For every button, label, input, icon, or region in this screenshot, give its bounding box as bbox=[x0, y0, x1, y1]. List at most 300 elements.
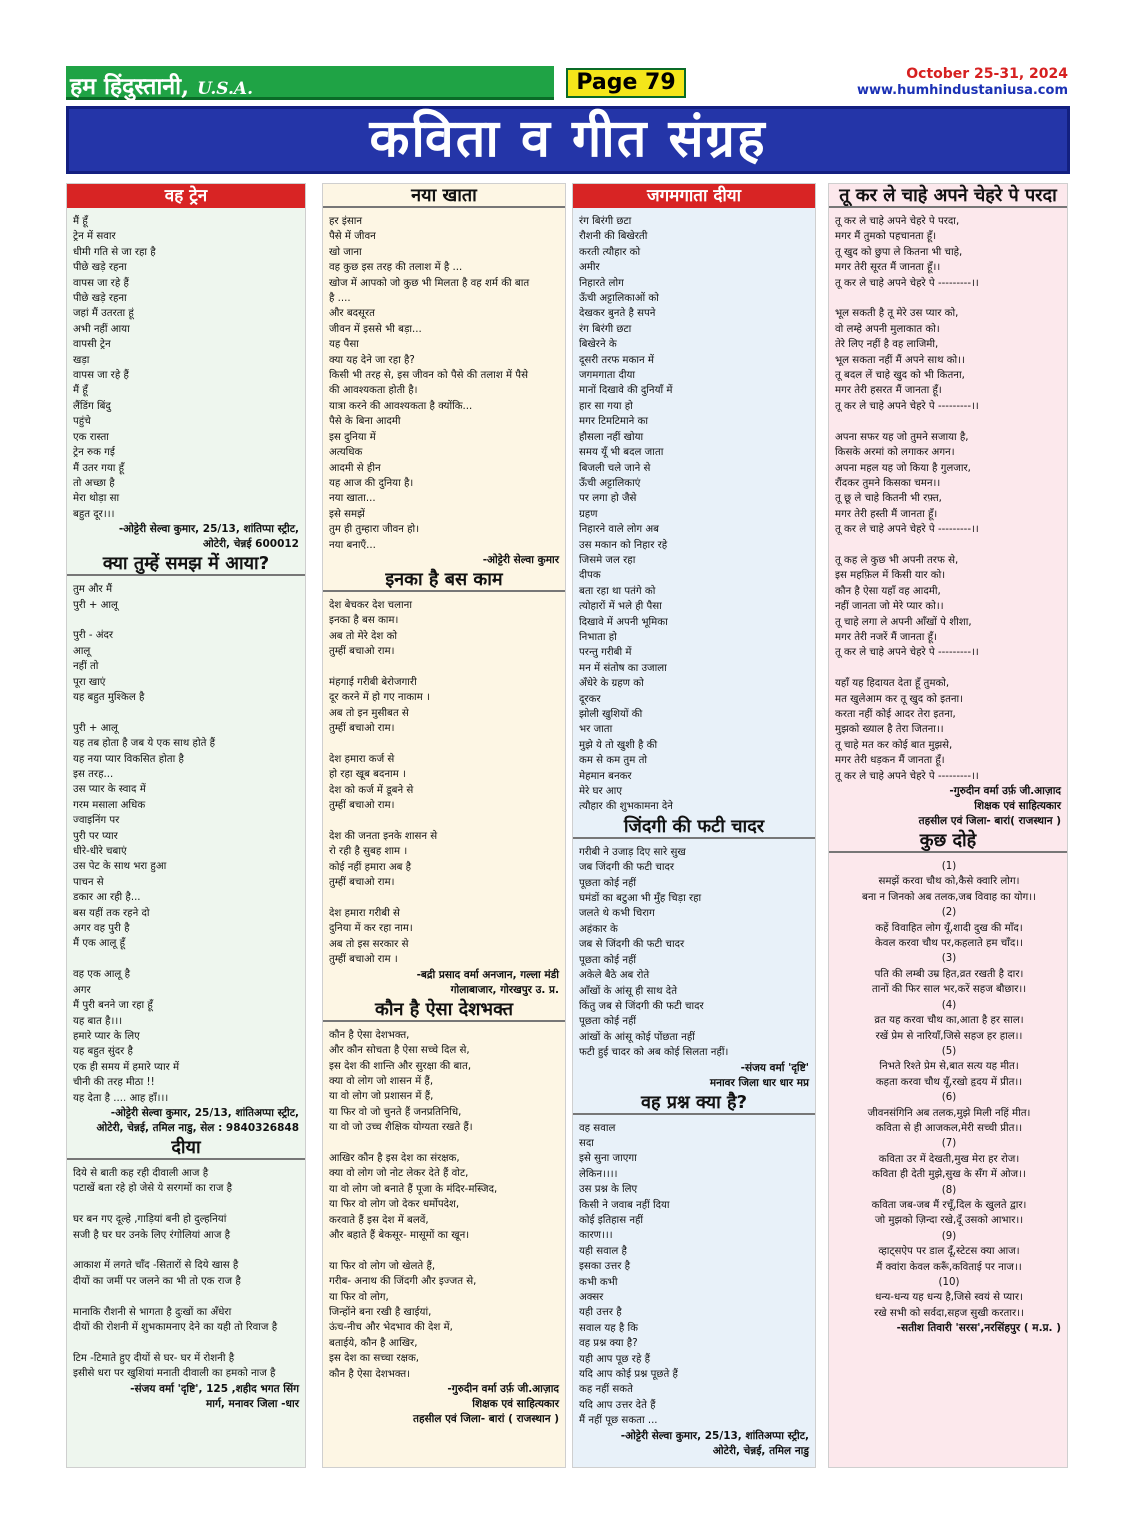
poem-line: कौन है ऐसा देशभक्त, bbox=[329, 1029, 410, 1041]
poem-line: रंग बिरंगी छटा bbox=[579, 216, 632, 227]
poem-line: जीवनसंगिनि अब तलक,मुझे मिली नहिं मीत। bbox=[867, 1107, 1031, 1119]
poem-line: किसी ने जवाब नहीं दिया bbox=[579, 1199, 670, 1211]
poem-c2-s1 bbox=[323, 184, 565, 568]
poem-line: की आवश्यकता होती है। bbox=[329, 385, 418, 397]
poem-line: अपना महल यह जो किया है गुलजार, bbox=[835, 462, 971, 474]
poem-line: किसके अरमां को लगाकर अगन। bbox=[835, 447, 955, 459]
poem-author: शिक्षक एवं साहित्यकार bbox=[974, 800, 1061, 813]
poem-line: जगमगाता दीया bbox=[579, 370, 636, 382]
poem-line: यदि आप उत्तर देते हैं bbox=[579, 1399, 656, 1411]
poem-line: वह सवाल bbox=[579, 1122, 616, 1134]
poem-line: मगर तेरी धड़कन मैं जानता हूँ। bbox=[835, 755, 945, 767]
poem-line: यही सवाल है bbox=[579, 1245, 627, 1257]
poem-line bbox=[73, 613, 301, 628]
poem-line: रंग बिरंगी छटा bbox=[579, 323, 632, 335]
poem-line: पुरी - अंदर bbox=[73, 630, 114, 642]
poem-line: इसका उत्तर है bbox=[579, 1261, 631, 1273]
poem-line: टिम -टिमाते हुए दीयों से घर- घर में रोशनी है bbox=[73, 1352, 235, 1364]
poem-line: रो रही है सुबह शाम । bbox=[329, 846, 408, 858]
poem-c2-s3 bbox=[323, 998, 565, 1427]
poem-line: अहंकार के bbox=[579, 923, 618, 935]
poem-author: तहसील एवं जिला- बारां( राजस्थान ) bbox=[918, 815, 1061, 828]
poem-line: पाचन से bbox=[73, 876, 104, 888]
poem-line: सजी है घर घर उनके लिए रंगोलियां आज है bbox=[73, 1229, 231, 1241]
poem-line: (9) bbox=[941, 1230, 957, 1242]
poem-body bbox=[67, 1166, 305, 1382]
poem-line: जिन्होंने बना रखी है खाईयां, bbox=[329, 1307, 432, 1318]
poem-line: (10) bbox=[938, 1277, 960, 1288]
poem-line: पुरी + आलू bbox=[73, 599, 118, 611]
poem-line: निभते रिश्ते प्रेम से,बात सत्य यह मीत। bbox=[879, 1061, 1019, 1073]
poem-line: किंतु जब से जिंदगी की फटी चादर bbox=[579, 1000, 704, 1012]
poem-line bbox=[835, 414, 1063, 429]
poem-line: अकेले बैठे अब रोते bbox=[579, 970, 650, 982]
poem-line: मगर तेरी हसरत मैं जानता हूँ। bbox=[835, 385, 942, 397]
poem-line: पूछता कोई नहीं bbox=[579, 1016, 637, 1028]
poem-line: वह कुछ इस तरह की तलाश में है ... bbox=[329, 262, 463, 274]
poem-line bbox=[835, 291, 1063, 306]
poem-line: आंखों के आंसू कोई पोंछता नहीं bbox=[579, 1031, 695, 1043]
poem-line: कविता ही देती मुझे,सुख के सँग में ओज।। bbox=[872, 1169, 1026, 1181]
poem-line: पूछता कोई नहीं bbox=[579, 877, 637, 889]
poem-line bbox=[329, 660, 561, 675]
poem-line: तू कर ले चाहे अपने चेहरे पे ---------।। bbox=[835, 400, 979, 412]
poem-line bbox=[73, 1243, 301, 1258]
poem-line: तू कर ले चाहे अपने चेहरे पे ---------।। bbox=[835, 647, 979, 659]
poem-line: खड़ा bbox=[73, 354, 90, 366]
poem-line: वह प्रश्न क्या है? bbox=[579, 1338, 638, 1350]
poem-line: देखकर बुनते है सपने bbox=[579, 308, 656, 320]
poem-line: नया खाता... bbox=[329, 493, 376, 505]
poem-line: कम से कम तुम तो bbox=[579, 755, 648, 767]
poem-line: रौंदकर तुमने किसका चमन।। bbox=[835, 477, 941, 489]
poem-line: मेहमान बनकर bbox=[579, 770, 632, 782]
poem-author: -ओट्टेरी सेल्वा कुमार bbox=[482, 553, 559, 566]
poem-body bbox=[573, 214, 815, 815]
poem-line: धन्य-धन्य यह धन्य है,जिसे स्वयं से प्यार। bbox=[875, 1292, 1023, 1304]
issue-date: October 25-31, 2024 bbox=[906, 66, 1068, 82]
website-link[interactable]: www.humhindustaniusa.com bbox=[856, 83, 1068, 98]
poem-line: कविता उर में देखती,मुख मेरा हर रोज। bbox=[878, 1153, 1020, 1165]
poem-line: पूछता कोई नहीं bbox=[579, 954, 637, 966]
poem-line bbox=[73, 705, 301, 720]
poem-line: वापस जा रहे हैं bbox=[73, 277, 129, 289]
poem-line: क्या वो लोग जो शासन में हैं, bbox=[329, 1075, 434, 1087]
poem-body bbox=[573, 1121, 815, 1429]
poem-line: मन में संतोष का उजाला bbox=[579, 662, 667, 674]
poem-line bbox=[835, 661, 1063, 676]
poem-line: (8) bbox=[941, 1184, 957, 1196]
poem-body bbox=[67, 582, 305, 1106]
poem-line: जिसमे जल रहा bbox=[579, 554, 636, 566]
poem-author: -गुरुदीन वर्मा उर्फ़ जी.आज़ाद bbox=[447, 1383, 559, 1396]
poem-line bbox=[73, 1335, 301, 1350]
poem-line: तू कर ले चाहे अपने चेहरे पे ---------।। bbox=[835, 524, 979, 536]
poem-line: एक ही समय में हमारे प्यार में bbox=[73, 1061, 180, 1073]
poem-line: यह बहुत मुश्किल है bbox=[73, 691, 145, 703]
poem-author: -संजय वर्मा 'दृष्टि', 125 ,शहीद भगत सिंग bbox=[130, 1382, 299, 1395]
poem-c4-s1 bbox=[829, 184, 1067, 829]
poem-line: दिये से बाती कह रही दीवाली आज है bbox=[73, 1167, 209, 1179]
poem-line: घर बन गए दूल्हे ,गाड़ियां बनी हो दुल्हनियां bbox=[73, 1214, 227, 1226]
poem-line: व्हाट्सऐप पर डाल दूँ,स्टेटस क्या आज। bbox=[878, 1246, 1020, 1258]
poem-line: पुरी + आलू bbox=[73, 722, 118, 734]
poem-line: तू कर ले चाहे अपने चेहरे पे ---------।। bbox=[835, 770, 979, 782]
poem-line: या फिर वो लोग, bbox=[329, 1291, 389, 1303]
poem-line: लैंडिंग बिंदु bbox=[73, 400, 111, 412]
poem-line: रखे सभी को सर्वदा,सहज सुखी करतार।। bbox=[874, 1307, 1024, 1319]
poem-line: बताईये, कौन है आखिर, bbox=[329, 1337, 418, 1349]
poem-author: ओटेरी, चेन्नई, तमिल नाडु bbox=[712, 1444, 809, 1457]
poem-line: कोई इतिहास नहीं bbox=[579, 1214, 644, 1226]
poem-line: जीवन में इससे भी बड़ा... bbox=[329, 323, 422, 335]
poem-line: देश की जनता इनके शासन से bbox=[329, 831, 438, 843]
poem-author: -संजय वर्मा 'दृष्टि' bbox=[740, 1061, 809, 1074]
poem-line: आखिर कौन है इस देश का संरक्षक, bbox=[329, 1152, 460, 1164]
poem-line: मगर मैं तुमको पहचानता हूँ। bbox=[835, 231, 937, 243]
poem-line: वापसी ट्रेन bbox=[73, 339, 111, 351]
poem-line: है .... bbox=[329, 293, 351, 305]
poem-line: देश हमारा कर्ज से bbox=[329, 754, 395, 765]
poem-line: निभाता हो bbox=[579, 631, 617, 643]
poem-line: या वो जो उच्च शैक्षिक योग्यता रखते हैं। bbox=[329, 1122, 473, 1134]
poem-line: तू बदल लें चाहे खुद को भी कितना, bbox=[835, 370, 965, 382]
poem-line: दीयों की रोशनी में शुभकामनाए देने का यही तो रिवाज है bbox=[73, 1322, 278, 1333]
poem-body bbox=[829, 214, 1067, 784]
poem-line: झोली खुशियों की bbox=[579, 709, 643, 720]
poem-line: तो अच्छा है bbox=[73, 477, 115, 489]
poem-line: हौसला नहीं खोया bbox=[579, 431, 644, 443]
poem-line: गरीब- अनाथ की जिंदगी और इज्जत से, bbox=[329, 1276, 477, 1288]
poem-line: अमीर bbox=[579, 262, 600, 274]
poem-line: तुम ही तुम्हारा जीवन हो। bbox=[329, 524, 420, 536]
poem-title: क्या तुम्हें समझ में आया? bbox=[67, 552, 305, 576]
poem-line: नहीं तो bbox=[73, 661, 99, 673]
poem-line: त्योहारों में भले ही पैसा bbox=[579, 601, 662, 613]
poem-line: उस प्रश्न के लिए bbox=[579, 1184, 638, 1196]
poem-line: पीछे खड़े रहना bbox=[73, 262, 127, 274]
poem-line: नहीं जानता जो मेरे प्यार को।। bbox=[835, 601, 944, 613]
column-1 bbox=[66, 183, 306, 1468]
poem-line: नया बनाएँ... bbox=[329, 539, 376, 551]
poem-line: ट्रेन में सवार bbox=[73, 231, 116, 243]
poem-line: कोई नहीं हमारा अब है bbox=[329, 861, 412, 873]
poem-line: तुम्हीं बचाओ राम। bbox=[329, 877, 395, 889]
poem-line: कभी कभी bbox=[579, 1276, 618, 1288]
poem-line: जहां मैं उतरता हूं bbox=[73, 308, 134, 320]
poem-line: कहें विवाहित लोग यूँ,शादी दुख की माँद। bbox=[875, 922, 1023, 934]
poem-line: मैं उतर गया हूँ bbox=[73, 462, 125, 474]
poem-author: ओटेरी, चेन्नई, तमिल नाडु, सेल : 9840326848 bbox=[96, 1121, 299, 1134]
poem-line: ऊंच-नीच और भेदभाव की देश में, bbox=[329, 1322, 453, 1334]
poem-line: पटाखें बता रहे हो जेसे ये सरगमों का राज है bbox=[73, 1183, 233, 1195]
poem-line: या वो लोग जो बनाते हैं पूजा के मंदिर-मस्जिद, bbox=[329, 1183, 498, 1195]
poem-line: कह नहीं सकते bbox=[579, 1384, 633, 1396]
poem-line: अब तो इन मुसीबत से bbox=[329, 707, 409, 719]
poem-line: यह देता है .... आह हाँ।।। bbox=[73, 1092, 169, 1104]
poem-line: डकार आ रही है... bbox=[73, 892, 141, 904]
poem-line: निहारने वाले लोग अब bbox=[579, 524, 659, 536]
column-3 bbox=[572, 183, 816, 1468]
poem-c1-s1 bbox=[67, 184, 305, 552]
poem-line: दूसरी तरफ मकान में bbox=[579, 354, 654, 366]
poem-line: परन्तु गरीबी में bbox=[579, 647, 632, 659]
poem-line: ट्रेन रुक गई bbox=[73, 447, 115, 459]
poem-line: और कौन सोचता है ऐसा सच्चे दिल से, bbox=[329, 1045, 470, 1057]
poem-line: तुम और मैं bbox=[73, 584, 113, 596]
poem-line: देश को कर्ज में डूबने से bbox=[329, 784, 414, 796]
brand-name: हम हिंदुस्तानी, bbox=[70, 73, 190, 100]
poem-title: नया खाता bbox=[323, 184, 565, 208]
poem-title: इनका है बस काम bbox=[323, 568, 565, 592]
poem-line: अभी नहीं आया bbox=[73, 323, 130, 335]
poem-line: लेकिन।।।। bbox=[579, 1168, 618, 1180]
poem-author: मनावर जिला धार धार मप्र bbox=[709, 1076, 809, 1089]
poem-line: धीमी गति से जा रहा है bbox=[73, 246, 156, 258]
poem-line: तू छू ले चाहे कितनी भी रफ़्त, bbox=[835, 493, 942, 505]
poem-line: अँधेरे के ग्रहण को bbox=[579, 678, 644, 690]
poem-line: उस मकान को निहार रहे bbox=[579, 539, 668, 551]
poem-line: हमारे प्यार के लिए bbox=[73, 1030, 140, 1042]
poem-line: हो रहा खूब बदनाम । bbox=[329, 769, 406, 781]
poem-line: यह तब होता है जब ये एक साथ होते हैं bbox=[73, 738, 216, 750]
poem-line: पैसे के बिना आदमी bbox=[329, 416, 401, 428]
poem-line: यहाँ यह हिदायत देता हूँ तुमको, bbox=[835, 678, 950, 690]
poem-line: सदा bbox=[579, 1137, 594, 1149]
poem-line: इस दुनिया में bbox=[329, 431, 376, 443]
poem-line: खोज में आपको जो कुछ भी मिलता है वह शर्म की बात bbox=[329, 277, 530, 289]
masthead-brand-bar bbox=[66, 66, 554, 100]
poem-line: यह नया प्यार विकसित होता है bbox=[73, 753, 184, 765]
poem-line bbox=[73, 952, 301, 967]
poem-line: त्यौहार की शुभकामना देने bbox=[579, 801, 673, 813]
poem-line: समझें करवा चौथ को,कैसे क्वारि लोग। bbox=[878, 876, 1020, 888]
poem-line: यही आप पूछ रहे हैं bbox=[579, 1353, 651, 1365]
poem-title: जिंदगी की फटी चादर bbox=[573, 815, 815, 839]
poem-line: समय यूँ भी बदल जाता bbox=[579, 447, 664, 459]
poem-line: अपना सफर यह जो तुमने सजाया है, bbox=[835, 431, 969, 443]
section-banner: कविता व गीत संग्रह bbox=[66, 106, 1070, 174]
poem-author: -सतीश तिवारी 'सरस',नरसिंहपुर ( म.प्र. ) bbox=[896, 1322, 1061, 1335]
poem-line: मेरे घर आए bbox=[579, 786, 622, 798]
poem-line: तू कह ले कुछ भी अपनी तरफ से, bbox=[835, 554, 959, 566]
poem-line: (4) bbox=[941, 999, 957, 1011]
poem-line: आलू bbox=[73, 645, 91, 657]
poem-line: निहारते लोग bbox=[579, 277, 624, 289]
poem-line bbox=[329, 1243, 561, 1258]
poem-line: जो मुझको ज़िन्दा रखे,दूँ उसको आभार।। bbox=[874, 1215, 1024, 1227]
poem-line: ग्रहण bbox=[579, 508, 598, 520]
poem-line: (6) bbox=[941, 1092, 957, 1104]
poem-line: आँखों के आंसू ही साथ देते bbox=[579, 985, 677, 997]
poem-line bbox=[329, 891, 561, 906]
poem-line: मगर तेरी नजरें मैं जानता हूँ। bbox=[835, 631, 937, 643]
poem-line: करती त्यौहार को bbox=[579, 246, 641, 258]
poem-c2-s2 bbox=[323, 568, 565, 998]
poem-line: मेरा थोड़ा सा bbox=[73, 493, 120, 505]
poem-author: मार्ग, मनावर जिला -धार bbox=[205, 1397, 299, 1410]
poem-line: करवाते हैं इस देश में बलवें, bbox=[329, 1214, 429, 1226]
poem-line: दूर करने में हो गए नाकाम । bbox=[329, 692, 430, 704]
poem-line: मंहगाई गरीबी बेरोजगारी bbox=[329, 676, 417, 688]
poem-line: अक्सर bbox=[579, 1292, 604, 1303]
poem-line: मानाकि रौशनी से भागता है दुःखों का अँधेरा bbox=[73, 1306, 232, 1318]
poem-line: (5) bbox=[941, 1045, 957, 1057]
poem-line: पति की लम्बी उम्र हित,व्रत रखती है दार। bbox=[874, 968, 1024, 980]
poem-line: तुम्हीं बचाओ राम। bbox=[329, 646, 395, 658]
poem-line: बस यहीं तक रहने दो bbox=[73, 907, 150, 919]
poem-line: क्या वो लोग जो नोट लेकर देते हैं वोट, bbox=[329, 1168, 469, 1180]
poem-line: ऊँची अट्टालिकाएं bbox=[579, 477, 641, 489]
poem-line: मगर तेरी सूरत मैं जानता हूँ।। bbox=[835, 262, 941, 274]
poem-line: या फिर वो जो चुनते हैं जनप्रतिनिधि, bbox=[329, 1106, 462, 1118]
poem-body bbox=[323, 598, 565, 968]
poem-line: अगर वह पुरी है bbox=[73, 923, 130, 935]
poem-line: बिजली चले जाने से bbox=[579, 462, 651, 474]
poem-line: कारण।।। bbox=[579, 1230, 613, 1242]
poem-line: कविता जब-जब मैं रचूँ,दिल के खुलते द्वार। bbox=[871, 1199, 1027, 1211]
poem-body bbox=[323, 214, 565, 553]
poem-line bbox=[329, 1136, 561, 1151]
poem-c3-s2 bbox=[573, 815, 815, 1091]
poem-line: अब तो इस सरकार से bbox=[329, 938, 409, 950]
poem-line: (1) bbox=[941, 861, 957, 873]
poem-line: इसे सुना जाएगा bbox=[579, 1153, 637, 1165]
poem-line: देश बेचकर देश चलाना bbox=[329, 599, 412, 611]
poem-author: -ओट्टेरी सेल्वा कुमार, 25/13, शांतिप्पा स्ट्रीट, bbox=[118, 523, 299, 536]
poem-line: या फिर वो लोग जो देकर धर्मोपदेश, bbox=[329, 1199, 460, 1211]
poem-line: यात्रा करने की आवश्यकता है क्योंकि... bbox=[329, 400, 473, 412]
poem-line: मानों दिखावे की दुनियाँ में bbox=[579, 385, 673, 397]
poem-line: तानों की फिर साल भर,करें सहज बौछार।। bbox=[871, 984, 1027, 996]
poem-line: तू खुद को छुपा ले कितना भी चाहे, bbox=[835, 246, 963, 258]
poem-line bbox=[329, 814, 561, 829]
poem-line: सवाल यह है कि bbox=[579, 1322, 639, 1334]
poem-line: देश हमारा गरीबी से bbox=[329, 908, 400, 920]
poem-line: मुझको ख्याल है तेरा जितना।। bbox=[835, 724, 944, 736]
poem-line: तू कर ले चाहे अपने चेहरे पे ---------।। bbox=[835, 277, 979, 289]
poem-line: भर जाता bbox=[579, 724, 613, 736]
poem-line: पीछे खड़े रहना bbox=[73, 293, 127, 305]
masthead-brand bbox=[70, 69, 253, 101]
poem-line: और बदसूरत bbox=[329, 308, 375, 320]
poem-line: क्या यह देने जा रहा है? bbox=[329, 354, 415, 366]
poem-c1-s2 bbox=[67, 552, 305, 1136]
poem-line: ऊँची अट्टालिकाओं को bbox=[579, 293, 659, 305]
poem-line: इसे समझें bbox=[329, 508, 365, 520]
poem-line: या फिर वो लोग जो खेलते हैं, bbox=[329, 1260, 436, 1272]
poem-line: व्रत यह करवा चौथ का,आता है हर साल। bbox=[874, 1015, 1024, 1027]
poem-title: जगमगाता दीया bbox=[573, 184, 815, 208]
column-2 bbox=[322, 183, 566, 1468]
poem-title: कुछ दोहे bbox=[829, 829, 1067, 853]
poem-line: मैं एक आलू हूँ bbox=[73, 938, 125, 950]
poem-line: दुनिया में कर रहा नाम। bbox=[329, 923, 413, 935]
poem-line: रखें प्रेम से नारियाँ,जिसे सहज हर हाल।। bbox=[875, 1030, 1023, 1042]
brand-usa: U.S.A. bbox=[197, 79, 254, 99]
poem-line: यह आज की दुनिया है। bbox=[329, 477, 414, 489]
poem-line: यदि आप कोई प्रश्न पूछते हैं bbox=[579, 1369, 678, 1381]
poem-title: वह प्रश्न क्या है? bbox=[573, 1091, 815, 1115]
poem-line bbox=[835, 538, 1063, 553]
poem-author: -ओट्टेरी सेल्वा कुमार, 25/13, शांतिअप्पा स्ट्रीट, bbox=[110, 1106, 299, 1119]
poem-c1-s3 bbox=[67, 1136, 305, 1412]
poem-line: बता रहा था पतंगे को bbox=[579, 585, 656, 597]
poem-line: पूरा खाएं bbox=[73, 676, 106, 688]
poem-line: ज्वाइनिंग पर bbox=[73, 815, 120, 827]
poem-line: बिखेरने के bbox=[579, 339, 617, 351]
poem-line: मैं नहीं पूछ सकता ... bbox=[579, 1415, 658, 1427]
poem-title: दीया bbox=[67, 1136, 305, 1160]
poem-line: इस महफ़िल में किसी यार को। bbox=[835, 570, 946, 582]
poem-author: गोलाबाजार, गोरखपुर उ. प्र. bbox=[450, 983, 559, 996]
poem-author: -बद्री प्रसाद वर्मा अनजान, गल्ला मंडी bbox=[416, 968, 559, 981]
poem-line: जलते थे कभी चिराग bbox=[579, 908, 655, 920]
poem-line: जब से जिंदगी की फटी चादर bbox=[579, 939, 685, 951]
poem-line: उस पेट के साथ भरा हुआ bbox=[73, 861, 167, 873]
poem-line: पैसे में जीवन bbox=[329, 231, 376, 243]
poem-line: किसी भी तरह से, इस जीवन को पैसे की तलाश में पैसे bbox=[329, 370, 528, 382]
poem-line: बहुत दूर।।। bbox=[73, 508, 115, 520]
poem-line: यह बहुत सुंदर है bbox=[73, 1046, 133, 1058]
poem-line: तू चाहे मत कर कोई बात मुझसे, bbox=[835, 739, 953, 751]
poem-line: तू चाहे लगा ले अपनी आँखों पे शीशा, bbox=[835, 616, 972, 628]
poem-line: इसीसे धरा पर खुशियां मनाती दीवाली का हमको नाज है bbox=[73, 1368, 276, 1380]
poem-line: अगर bbox=[73, 984, 91, 996]
poem-line: इस देश की शान्ति और सुरक्षा की बात, bbox=[329, 1060, 472, 1072]
poem-line: वापस जा रहे हैं bbox=[73, 370, 129, 382]
poem-line: मगर तेरी हस्ती मैं जानता हूँ। bbox=[835, 508, 938, 520]
poem-line: मत खुलेआम कर तू खुद को इतना। bbox=[835, 693, 964, 705]
poem-line: तुम्हीं बचाओ राम । bbox=[329, 954, 398, 966]
poem-line: खो जाना bbox=[329, 246, 362, 258]
poem-line: मगर टिमटिमाने का bbox=[579, 416, 648, 428]
poem-line: तू कर ले चाहे अपने चेहरे पे परदा, bbox=[835, 216, 960, 227]
poem-line bbox=[329, 737, 561, 752]
poem-c3-s3 bbox=[573, 1091, 815, 1459]
column-4 bbox=[828, 183, 1068, 1468]
poem-line: इनका है बस काम। bbox=[329, 615, 399, 627]
poem-author: शिक्षक एवं साहित्यकार bbox=[472, 1398, 559, 1411]
poem-line bbox=[73, 1289, 301, 1304]
poem-line: गरम मसाला अधिक bbox=[73, 799, 146, 811]
poem-line: घमंडों का बटुआ भी मुँह चिड़ा रहा bbox=[579, 893, 702, 905]
poem-line: वह एक आलू है bbox=[73, 969, 130, 981]
poem-line: चीनी की तरह मीठा !! bbox=[73, 1077, 155, 1089]
masthead bbox=[66, 66, 1070, 102]
poem-line: करता नहीं कोई आदर तेरा इतना, bbox=[835, 709, 956, 720]
poem-line: रौशनी की बिखेरती bbox=[579, 231, 648, 243]
poem-body bbox=[323, 1028, 565, 1382]
poem-line: कविता से ही आजकल,मेरी सच्ची प्रीत।। bbox=[875, 1122, 1023, 1134]
poem-line: एक रास्ता bbox=[73, 431, 109, 443]
poem-line: तुम्हीं बचाओ राम। bbox=[329, 723, 395, 735]
poem-line: भूल सकती है तू मेरे उस प्यार को, bbox=[835, 308, 959, 320]
poem-line: मैं हूँ bbox=[73, 216, 88, 227]
poem-line: कहता करवा चौथ यूँ,रखो हृदय में प्रीत।। bbox=[875, 1076, 1023, 1088]
poem-body bbox=[829, 859, 1067, 1321]
poem-line: केवल करवा चौथ पर,कहलाते हम चाँद।। bbox=[874, 938, 1023, 950]
poem-author: ओटेरी, चेन्नई 600012 bbox=[203, 538, 299, 551]
poem-line: मैं पुरी बनने जा रहा हूँ bbox=[73, 1000, 153, 1012]
poem-line: मैं क्वांरा केवल करूँ,कविताई पर नाज।। bbox=[876, 1261, 1022, 1273]
poem-line: दीपक bbox=[579, 570, 601, 582]
poem-line: आदमी से हीन bbox=[329, 462, 381, 474]
poem-line: हार सा गया हो bbox=[579, 400, 633, 412]
poem-author: -ओट्टेरी सेल्वा कुमार, 25/13, शांतिअप्पा स्ट्रीट, bbox=[620, 1429, 809, 1442]
poem-line: (3) bbox=[941, 953, 957, 965]
poem-line: अब तो मेरे देश को bbox=[329, 630, 398, 642]
